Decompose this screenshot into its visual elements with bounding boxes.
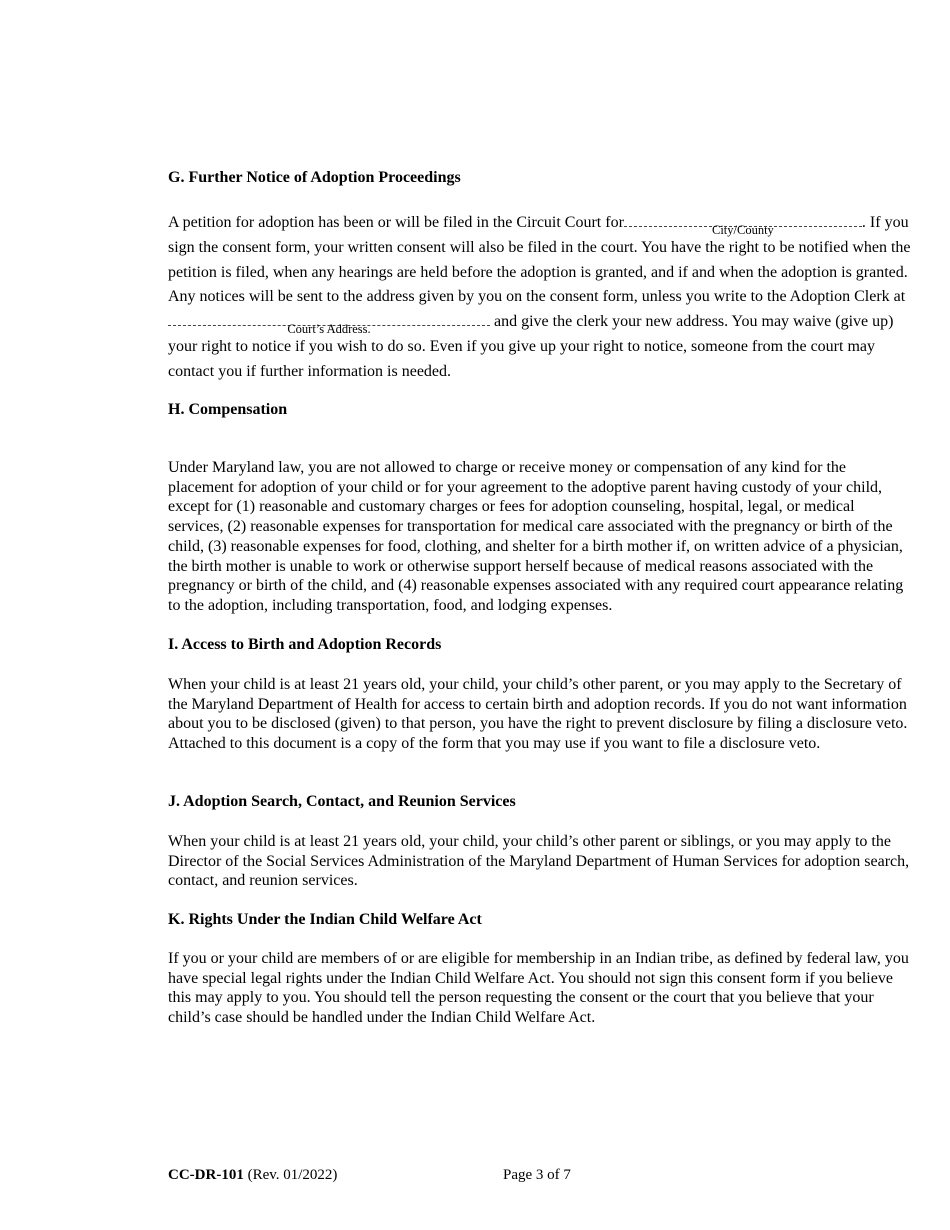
section-k-body: If you or your child are members of or are eligible for membership in an Indian tribe, as defined by federal law, you have special legal rights under the Indian Child Welfare Act. You should not sign this consent form if you believe this may apply to you. You should tell the person requesting the consent or the court that you believe that your child’s case should be handled under the Indian Child Welfare Act.	[168, 950, 909, 1027]
section-g-text-3: If you sign the consent form, your written consent will also be filed in the court. You have the right to be notified when the petition is filed, when any hearings are held before the adoption is granted, and if and when the adoption is granted. Any notices will be sent to the address given by you on the consent form, unless you write to the Adoption Clerk at	[168, 214, 911, 306]
section-i-body: When your child is at least 21 years old, your child, your child’s other parent, or you may apply to the Secretary of the Maryland Department of Health for access to certain birth and adoption records. If you do not want information about you to be disclosed (given) to that person, you have the right to prevent disclosure by filing a disclosure veto. Attached to this document is a copy of the form that you may use if you want to file a disclosure veto.	[168, 676, 908, 753]
page-number: Page 3 of 7	[503, 1167, 571, 1183]
section-g-body	[168, 211, 913, 385]
section-g-heading: G. Further Notice of Adoption Proceedings	[168, 169, 461, 186]
section-g-text-1: A petition for adoption has been or will be filed in the Circuit Court for	[168, 214, 624, 231]
city-county-caption: City/County	[711, 223, 774, 237]
section-h-heading: H. Compensation	[168, 401, 288, 418]
section-j-heading: J. Adoption Search, Contact, and Reunion Services	[168, 793, 516, 810]
footer-form-code	[168, 1166, 337, 1184]
court-address-caption: Court’s Address.	[287, 322, 371, 337]
section-k-heading: K. Rights Under the Indian Child Welfare Act	[168, 911, 482, 928]
city-county-field[interactable]	[624, 212, 862, 237]
section-g-text-4: and give the clerk your new address. You may waive (give up) your right to notice if you wish to do so. Even if you give up your right to notice, someone from the court may contact you if further information is needed.	[168, 313, 894, 380]
form-code: CC-DR-101	[168, 1167, 244, 1183]
section-j-body: When your child is at least 21 years old, your child, your child’s other parent or siblings, or you may apply to the Director of the Social Services Administration of the Maryland Department of Human Services for adoption search, contact, and reunion services.	[168, 833, 910, 890]
section-h-body: Under Maryland law, you are not allowed to charge or receive money or compensation of any kind for the placement for adoption of your child or for your agreement to the adoptive parent having custody of your child, except for (1) reasonable and customary charges or fees for adoption counseling, hospital, legal, or medical services, (2) reasonable expenses for transportation for medical care associated with the pregnancy or birth of the child, (3) reasonable expenses for food, clothing, and shelter for a birth mother if, on written advice of a physician, the birth mother is unable to work or otherwise support herself because of medical reasons associated with the pregnancy or birth of the child, and (4) reasonable expenses associated with any required court appearance relating to the adoption, including transportation, food, and lodging expenses.	[168, 459, 904, 614]
section-g-text-2: .	[861, 214, 866, 231]
section-i-heading: I. Access to Birth and Adoption Records	[168, 636, 442, 653]
court-address-field[interactable]	[168, 311, 490, 337]
form-revision: (Rev. 01/2022)	[247, 1167, 338, 1183]
